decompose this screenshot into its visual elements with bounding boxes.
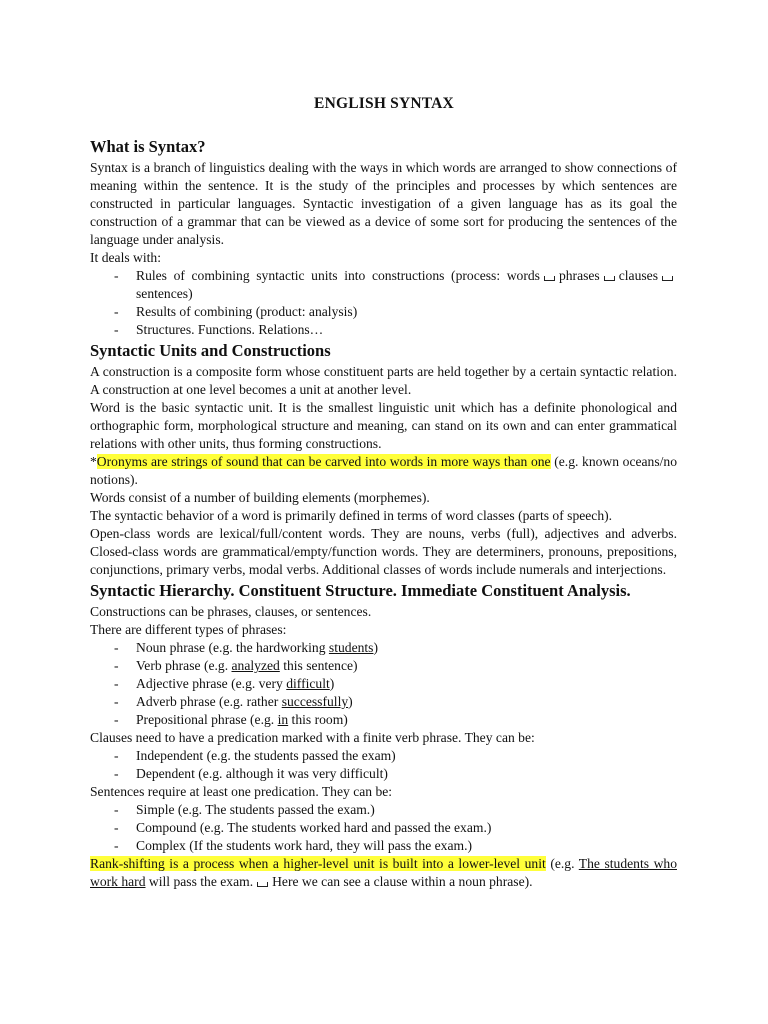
asterisk: *: [90, 454, 97, 469]
paragraph: Constructions can be phrases, clauses, or sentences.: [90, 604, 372, 619]
arrow-icon: [544, 276, 555, 281]
paragraph: Syntax is a branch of linguistics dealing with the ways in which words are arranged to show connections of meaning within the sentence. It is the study of the principles and processes by which sentences are constructed in particular languages. Syntactic investigation of a given language has as its goal the construction of a grammar that can be viewed as a device of some sort for producing the sentences of the language under analysis.: [90, 160, 677, 247]
underlined-word: students: [328, 640, 374, 655]
list-item: [90, 321, 677, 339]
underlined-phrase: The students who work hard: [90, 856, 677, 889]
section-heading-units-constructions: Syntactic Units and Constructions: [90, 341, 331, 360]
paragraph: Words consist of a number of building elements (morphemes).: [90, 490, 430, 505]
list-text: Rules of combining syntactic units into constructions (process: words: [136, 268, 540, 283]
list-item: [90, 639, 677, 657]
paragraph: There are different types of phrases:: [90, 622, 287, 637]
paragraph: Sentences require at least one predication. They can be:: [90, 784, 393, 799]
document-title: ENGLISH SYNTAX: [314, 95, 454, 112]
list-text: Simple (e.g. The students passed the exam.): [136, 802, 375, 817]
list-item: [90, 765, 677, 783]
list-item: [90, 711, 677, 729]
underlined-word: difficult: [286, 676, 330, 691]
list-item: [90, 693, 677, 711]
list-item: [90, 837, 677, 855]
list-item: [90, 657, 677, 675]
underlined-word: successfully: [281, 694, 349, 709]
arrow-icon: [662, 276, 673, 281]
highlighted-text: Rank-shifting is a process when a higher-level unit is built into a lower-level unit: [90, 856, 546, 871]
paragraph: Clauses need to have a predication marked with a finite verb phrase. They can be:: [90, 730, 535, 745]
paragraph: Open-class words are lexical/full/content words. They are nouns, verbs (full), adjectives and adverbs. Closed-class words are grammatical/empty/function words. They are determiners, pronouns, prepositions, conjunctions, primary verbs, modal verbs. Additional classes of words include numerals and interjections.: [90, 526, 677, 577]
list-text: ): [348, 694, 353, 709]
highlighted-text: Oronyms are strings of sound that can be carved into words in more ways than one: [96, 454, 551, 469]
list-text: Structures. Functions. Relations…: [136, 322, 324, 337]
paragraph-text: (e.g.: [545, 856, 579, 871]
list-text: ): [329, 676, 335, 691]
underlined-word: in: [277, 712, 289, 727]
paragraph-text: will pass the exam.: [145, 874, 254, 889]
clause-types-list: [90, 747, 677, 783]
list-text: this sentence): [279, 658, 358, 673]
list-text: clauses: [618, 268, 658, 283]
list-item: [90, 747, 677, 765]
list-text: Adverb phrase (e.g. rather: [136, 694, 282, 709]
arrow-icon: [257, 882, 268, 887]
sentence-types-list: [90, 801, 677, 855]
paragraph: It deals with:: [90, 250, 161, 265]
dash-bullet: -: [114, 676, 119, 691]
paragraph: A construction is a composite form whose constituent parts are held together by a certain syntactic relation. A construction at one level becomes a unit at another level.: [90, 364, 677, 397]
list-text: phrases: [558, 268, 600, 283]
list-text: Verb phrase (e.g.: [136, 658, 232, 673]
list-text: this room): [288, 712, 348, 727]
dash-bullet: -: [114, 658, 119, 673]
dash-bullet: -: [114, 766, 119, 781]
list-text: Compound (e.g. The students worked hard and passed the exam.): [136, 820, 492, 835]
list-text: Prepositional phrase (e.g.: [136, 712, 278, 727]
bullet-list: [90, 267, 677, 339]
paragraph-oronyms: [90, 453, 677, 489]
list-text: Dependent (e.g. although it was very difficult): [136, 766, 388, 781]
arrow-icon: [604, 276, 615, 281]
dash-bullet: -: [114, 820, 119, 835]
dash-bullet: -: [114, 712, 119, 727]
dash-bullet: -: [114, 748, 119, 763]
phrase-types-list: [90, 639, 677, 729]
list-item: [90, 303, 677, 321]
list-text: Complex (If the students work hard, they will pass the exam.): [136, 838, 472, 853]
underlined-word: analyzed: [231, 658, 280, 673]
dash-bullet: -: [114, 802, 119, 817]
paragraph: The syntactic behavior of a word is primarily defined in terms of word classes (parts of speech).: [90, 508, 613, 523]
dash-bullet: -: [114, 304, 119, 319]
list-text: ): [373, 640, 378, 655]
list-text: sentences): [136, 286, 193, 301]
dash-bullet: -: [114, 838, 119, 853]
list-item: [90, 801, 677, 819]
paragraph-text: Here we can see a clause within a noun phrase).: [272, 874, 533, 889]
document-body: [90, 137, 677, 891]
dash-bullet: -: [114, 694, 119, 709]
list-text: Results of combining (product: analysis): [136, 304, 358, 319]
list-item: [90, 819, 677, 837]
list-item: [90, 267, 677, 303]
dash-bullet: -: [114, 640, 119, 655]
paragraph-rank-shifting: [90, 855, 677, 891]
list-text: Noun phrase (e.g. the hardworking: [136, 640, 329, 655]
section-heading-syntactic-hierarchy: Syntactic Hierarchy. Constituent Structure. Immediate Constituent Analysis.: [90, 581, 631, 600]
dash-bullet: -: [114, 268, 119, 283]
list-text: Adjective phrase (e.g. very: [136, 676, 287, 691]
list-text: Independent (e.g. the students passed the exam): [136, 748, 396, 763]
dash-bullet: -: [114, 322, 119, 337]
list-item: [90, 675, 677, 693]
paragraph-text: (e.g. known oceans/no notions).: [90, 454, 678, 487]
paragraph: Word is the basic syntactic unit. It is the smallest linguistic unit which has a definite phonological and orthographic form, morphological structure and meaning, can stand on its own and can enter grammatical relations with other units, thus forming constructions.: [90, 400, 677, 451]
section-heading-what-is-syntax: What is Syntax?: [90, 137, 206, 156]
